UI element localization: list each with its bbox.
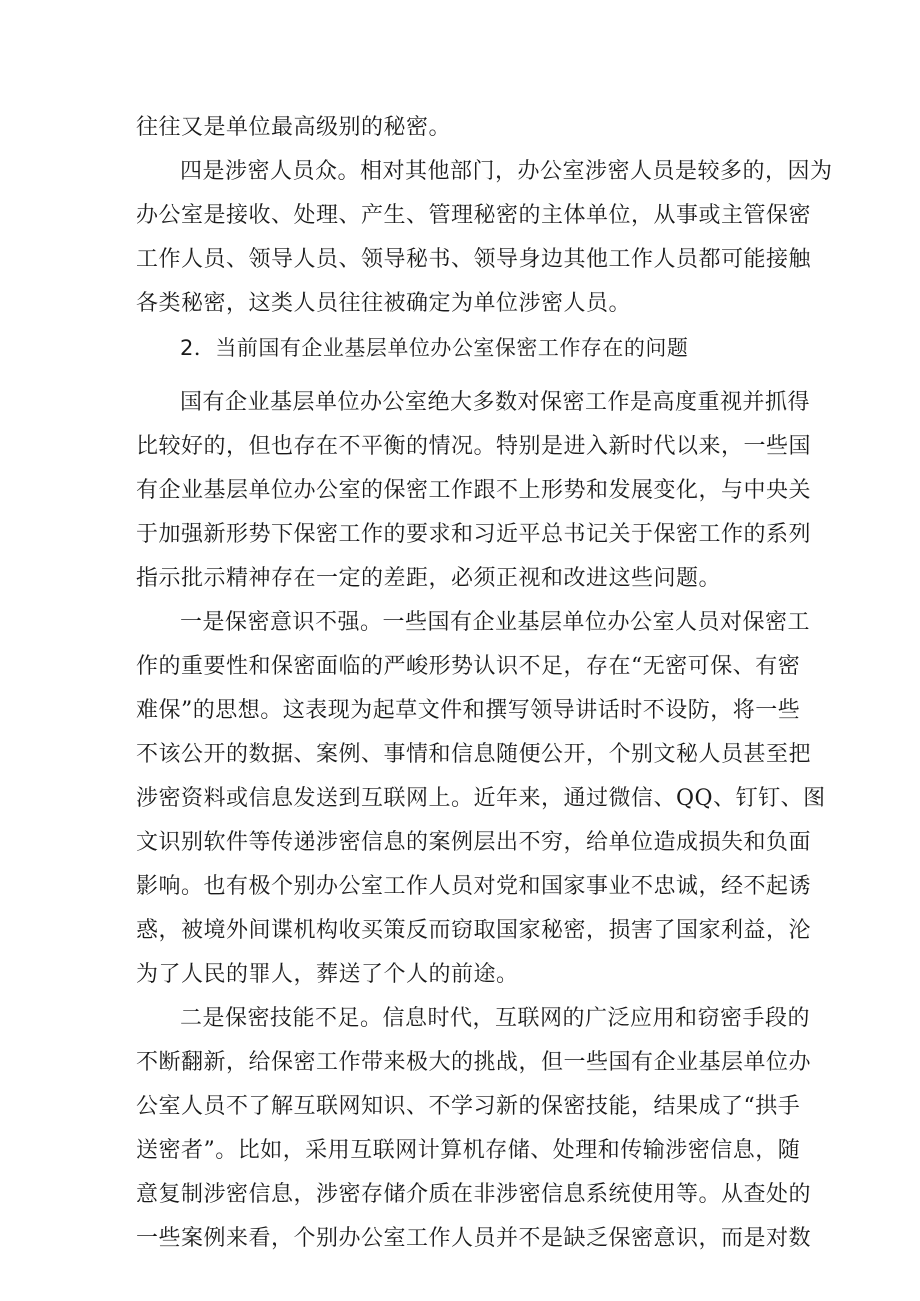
- paragraph-line: 为了人民的罪人，葬送了个人的前途。: [136, 962, 519, 987]
- paragraph-line: 文识别软件等传递涉密信息的案例层出不穷，给单位造成损失和负面: [136, 830, 812, 855]
- paragraph-line: 国有企业基层单位办公室绝大多数对保密工作是高度重视并抓得: [180, 390, 811, 415]
- paragraph-line: 不断翻新，给保密工作带来极大的挑战，但一些国有企业基层单位办: [136, 1050, 812, 1075]
- paragraph-line: 影响。也有极个别办公室工作人员对党和国家事业不忠诚，经不起诱: [136, 874, 812, 899]
- paragraph-line: 公室人员不了解互联网知识、不学习新的保密技能，结果成了“拱手: [136, 1094, 801, 1119]
- paragraph-line: 作的重要性和保密面临的严峻形势认识不足，存在“无密可保、有密: [136, 654, 801, 679]
- paragraph-line: 于加强新形势下保密工作的要求和习近平总书记关于保密工作的系列: [136, 522, 812, 547]
- paragraph-line: 二是保密技能不足。信息时代，互联网的广泛应用和窃密手段的: [180, 1006, 811, 1031]
- paragraph-line: 不该公开的数据、案例、事情和信息随便公开，个别文秘人员甚至把: [136, 742, 812, 767]
- paragraph-line: 意复制涉密信息，涉密存储介质在非涉密信息系统使用等。从查处的: [136, 1182, 812, 1207]
- paragraph-line: 有企业基层单位办公室的保密工作跟不上形势和发展变化，与中央关: [136, 478, 812, 503]
- paragraph-line: 一是保密意识不强。一些国有企业基层单位办公室人员对保密工: [180, 610, 811, 635]
- paragraph-line: 比较好的，但也存在不平衡的情况。特别是进入新时代以来，一些国: [136, 434, 812, 459]
- paragraph-line: 涉密资料或信息发送到互联网上。近年来，通过微信、QQ、钉钉、图: [136, 786, 826, 811]
- paragraph-line: 送密者”。比如，采用互联网计算机存储、处理和传输涉密信息，随: [136, 1138, 801, 1163]
- paragraph-line: 工作人员、领导人员、领导秘书、领导身边其他工作人员都可能接触: [136, 247, 812, 272]
- paragraph-line: 惑，被境外间谍机构收买策反而窃取国家秘密，损害了国家利益，沦: [136, 918, 812, 943]
- paragraph-line: 一些案例来看，个别办公室工作人员并不是缺乏保密意识，而是对数: [136, 1226, 812, 1251]
- paragraph-line: 办公室是接收、处理、产生、管理秘密的主体单位，从事或主管保密: [136, 203, 812, 228]
- paragraph-line: 指示批示精神存在一定的差距，必须正视和改进这些问题。: [136, 566, 722, 591]
- paragraph-line: 往往又是单位最高级别的秘密。: [136, 115, 452, 140]
- paragraph-line: 四是涉密人员众。相对其他部门，办公室涉密人员是较多的，因为: [180, 159, 833, 184]
- paragraph-line: 难保”的思想。这表现为起草文件和撰写领导讲话时不设防，将一些: [136, 698, 801, 723]
- paragraph-line: 各类秘密，这类人员往往被确定为单位涉密人员。: [136, 291, 632, 316]
- section-heading: 2．当前国有企业基层单位办公室保密工作存在的问题: [180, 336, 689, 360]
